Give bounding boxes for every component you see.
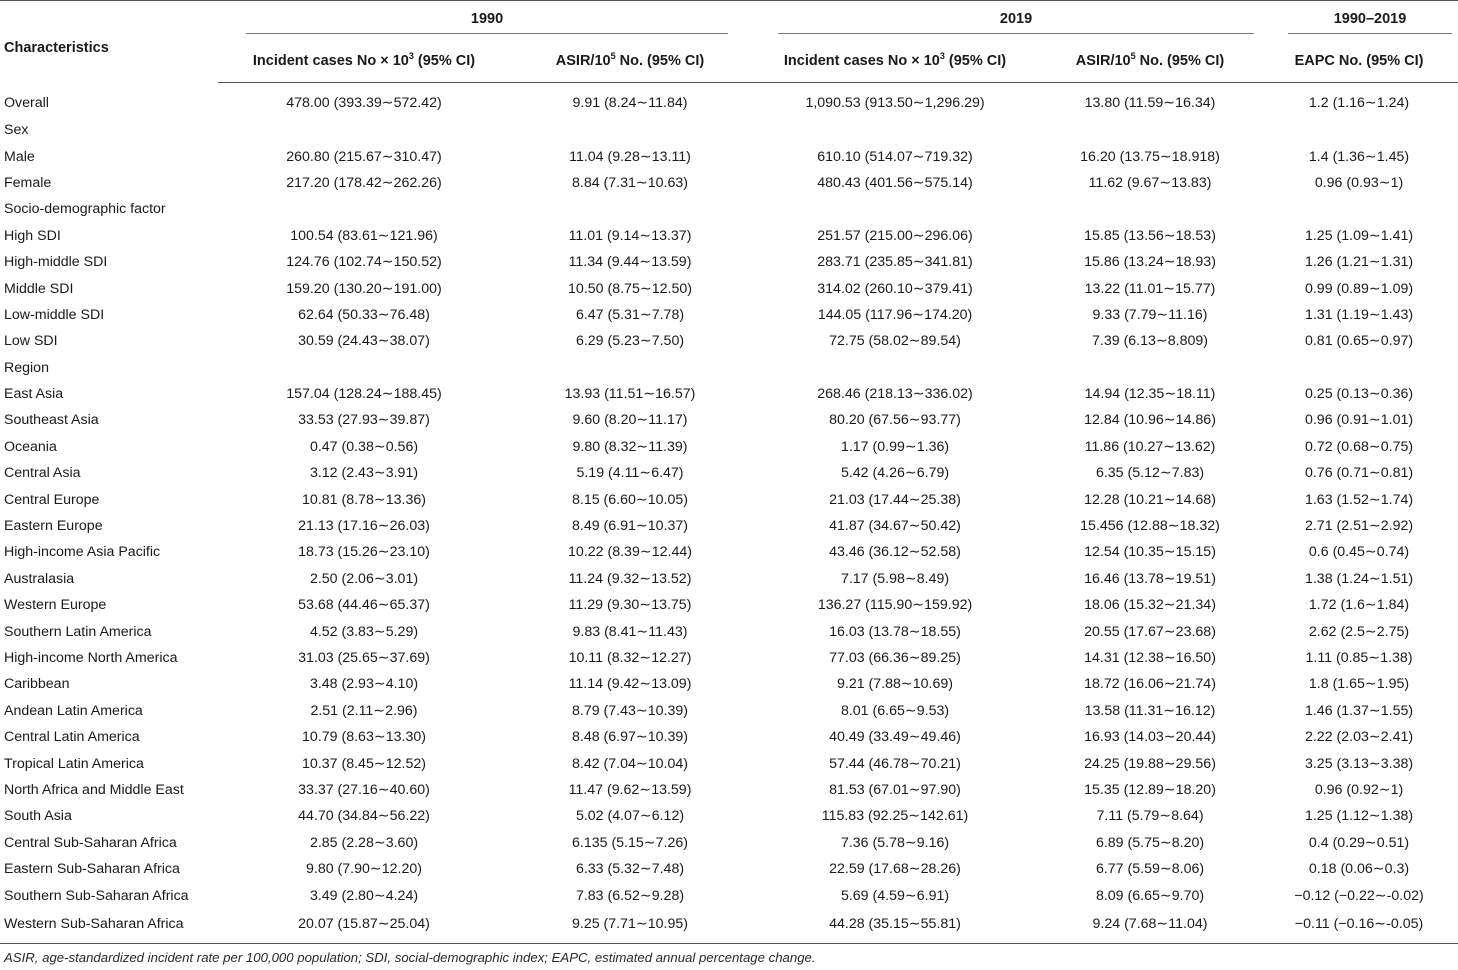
cell-eapc: 0.4 (0.29∼0.51) [1308, 834, 1410, 851]
cell-asir-2019: 9.24 (7.68∼11.04) [1040, 909, 1260, 944]
table-row [0, 777, 1458, 803]
header-period [1260, 1, 1458, 40]
cell-cases-2019: 1,090.53 (913.50∼1,296.29) [805, 95, 985, 111]
header-period-label: 1990–2019 [1288, 6, 1452, 34]
cell-asir-2019: 6.35 (5.12∼7.83) [1095, 465, 1205, 482]
cell-asir-2019: 15.35 (12.89∼18.20) [1084, 781, 1216, 798]
cell-cases-1990: 3.49 (2.80∼4.24) [309, 887, 419, 904]
cell-asir-2019: 7.39 (6.13∼8.809) [1092, 333, 1209, 350]
cell-cases-2019: 5.42 (4.26∼6.79) [840, 465, 950, 482]
cell-name: North Africa and Middle East [4, 781, 184, 798]
cell-asir-2019: 12.28 (10.21∼14.68) [1084, 491, 1216, 508]
table-row [0, 328, 1458, 354]
table-header [0, 1, 1458, 83]
cell-cases-2019: 7.36 (5.78∼9.16) [840, 834, 950, 851]
cell-cases-1990 [218, 196, 510, 222]
cell-cases-1990: 4.52 (3.83∼5.29) [309, 623, 419, 640]
cell-asir-2019: 13.58 (11.31∼16.12) [1084, 702, 1216, 719]
table-row [0, 460, 1458, 486]
cell-cases-2019: 72.75 (58.02∼89.54) [829, 333, 961, 350]
table-row [0, 486, 1458, 512]
cell-eapc: 0.99 (0.89∼1.09) [1304, 280, 1414, 297]
cell-cases-2019: 115.83 (92.25∼142.61) [821, 808, 969, 825]
cell-asir-2019: 11.62 (9.67∼13.83) [1088, 174, 1212, 191]
cell-eapc: 1.25 (1.12∼1.38) [1304, 808, 1414, 825]
cell-asir-1990: 5.02 (4.07∼6.12) [575, 808, 685, 825]
cell-cases-1990 [218, 117, 510, 143]
cell-cases-1990: 0.47 (0.38∼0.56) [309, 438, 419, 455]
cell-eapc: 1.4 (1.36∼1.45) [1308, 148, 1410, 165]
cell-cases-2019: 1.17 (0.99∼1.36) [840, 438, 950, 455]
cell-asir-2019: 11.86 (10.27∼13.62) [1084, 438, 1216, 455]
header-eapc: EAPC No. (95% CI) [1260, 39, 1458, 83]
cell-asir-1990: 10.22 (8.39∼12.44) [568, 544, 692, 561]
cell-asir-1990: 5.19 (4.11∼6.47) [576, 465, 684, 482]
asir-text: ASIR/10 [1075, 52, 1131, 69]
cell-name: Central Europe [4, 491, 100, 508]
header-asir-2019 [1040, 39, 1260, 83]
cell-cases-1990: 33.37 (27.16∼40.60) [298, 781, 430, 798]
cell-cases-1990: 62.64 (50.33∼76.48) [298, 306, 430, 323]
header-asir-1990 [510, 39, 750, 83]
cell-eapc: 1.72 (1.6∼1.84) [1308, 597, 1410, 614]
table-row [0, 856, 1458, 882]
cell-name: Overall [4, 94, 49, 111]
cell-asir-1990 [510, 117, 750, 143]
cell-asir-2019: 14.31 (12.38∼16.50) [1084, 650, 1216, 666]
cell-asir-1990: 11.14 (9.42∼13.09) [568, 676, 692, 693]
incident-cases-ci: (95% CI) [413, 52, 476, 69]
header-year-2019 [750, 1, 1260, 40]
table-row [0, 750, 1458, 776]
cell-cases-1990: 21.13 (17.16∼26.03) [298, 518, 430, 535]
cell-asir-2019: 15.456 (12.88∼18.32) [1080, 518, 1220, 535]
cell-asir-1990: 7.83 (6.52∼9.28) [575, 887, 685, 904]
cell-asir-2019: 15.86 (13.24∼18.93) [1084, 254, 1216, 271]
cell-asir-1990: 11.47 (9.62∼13.59) [568, 781, 692, 798]
table-row [0, 909, 1458, 944]
header-year-1990-label: 1990 [246, 6, 728, 34]
cell-name: High-income North America [4, 650, 178, 666]
table-row [0, 249, 1458, 275]
cell-name: Low SDI [4, 333, 58, 350]
cell-cases-2019: 8.01 (6.65∼9.53) [840, 702, 950, 719]
cell-name: Western Sub-Saharan Africa [0, 909, 218, 944]
cell-asir-2019 [1040, 117, 1260, 143]
cell-cases-2019: 610.10 (514.07∼719.32) [817, 148, 973, 165]
cell-asir-2019: 14.94 (12.35∼18.11) [1084, 386, 1216, 403]
cell-name: Middle SDI [4, 280, 74, 297]
cell-cases-1990: 30.59 (24.43∼38.07) [298, 333, 430, 350]
table-row [0, 434, 1458, 460]
table-row [0, 196, 1458, 222]
cell-cases-1990: 44.70 (34.84∼56.22) [298, 808, 430, 825]
cell-asir-1990: 8.84 (7.31∼10.63) [572, 174, 689, 191]
cell-name: Female [4, 174, 52, 191]
cell-name: Low-middle SDI [4, 306, 105, 323]
cell-cases-1990: 10.79 (8.63∼13.30) [302, 729, 426, 746]
incident-cases-exponent: 3 [408, 50, 414, 61]
cell-cases-1990: 10.81 (8.78∼13.36) [302, 491, 426, 508]
cell-asir-1990: 9.91 (8.24∼11.84) [572, 95, 688, 111]
table-row [0, 618, 1458, 644]
cell-asir-1990 [510, 196, 750, 222]
cell-asir-1990: 8.49 (6.91∼10.37) [572, 518, 689, 535]
cell-eapc: 0.81 (0.65∼0.97) [1304, 333, 1414, 350]
table-row [0, 671, 1458, 697]
cell-eapc: 2.71 (2.51∼2.92) [1304, 518, 1414, 535]
incident-cases-exponent: 3 [939, 50, 945, 61]
cell-cases-1990 [218, 355, 510, 381]
cell-cases-2019: 268.46 (218.13∼336.02) [817, 386, 973, 403]
cell-name: Socio-demographic factor [4, 201, 166, 218]
cell-cases-2019: 314.02 (260.10∼379.41) [817, 280, 973, 297]
table-row [0, 882, 1458, 908]
cell-name: High SDI [4, 227, 61, 244]
cell-eapc: 1.26 (1.21∼1.31) [1304, 254, 1414, 271]
cell-asir-2019: 20.55 (17.67∼23.68) [1084, 623, 1216, 640]
cell-asir-1990: 8.79 (7.43∼10.39) [572, 702, 689, 719]
cell-cases-1990: 157.04 (128.24∼188.45) [286, 386, 442, 403]
incident-cases-text: Incident cases No × 10 [252, 52, 409, 69]
cell-cases-2019: 43.46 (36.12∼52.58) [829, 544, 961, 561]
cell-name: Eastern Europe [4, 518, 103, 535]
cell-name: High-middle SDI [4, 254, 108, 271]
incident-cases-text: Incident cases No × 10 [783, 52, 940, 69]
table-row [0, 539, 1458, 565]
cell-asir-2019: 15.85 (13.56∼18.53) [1084, 227, 1216, 244]
table-row [0, 381, 1458, 407]
cell-name: Western Europe [4, 597, 107, 614]
cell-asir-2019: 16.20 (13.75∼18.918) [1080, 148, 1220, 165]
cell-cases-1990: 124.76 (102.74∼150.52) [286, 254, 442, 271]
cell-cases-1990: 2.85 (2.28∼3.60) [309, 834, 419, 851]
header-row-years [0, 1, 1458, 40]
table-footnote: ASIR, age-standardized incident rate per 100,000 population; SDI, social-demographic index; EAPC, estimated annual percentage change. [4, 950, 816, 965]
header-characteristics: Characteristics [4, 39, 109, 56]
header-year-1990 [218, 1, 750, 40]
cell-asir-1990 [510, 355, 750, 381]
header-year-2019-label: 2019 [778, 6, 1254, 34]
cell-eapc: 0.96 (0.93∼1) [1314, 174, 1404, 191]
cell-asir-1990: 6.47 (5.31∼7.78) [575, 306, 685, 323]
cell-eapc: −0.11 (−0.16∼-0.05) [1260, 909, 1458, 944]
cell-name: Eastern Sub-Saharan Africa [4, 861, 180, 878]
cell-asir-1990: 9.83 (8.41∼11.43) [572, 623, 688, 640]
cell-cases-1990: 53.68 (44.46∼65.37) [298, 597, 430, 614]
cell-cases-1990: 33.53 (27.93∼39.87) [298, 412, 430, 429]
cell-eapc [1260, 196, 1458, 222]
table-row [0, 830, 1458, 856]
cell-cases-1990: 2.50 (2.06∼3.01) [309, 570, 419, 587]
cell-asir-1990: 9.60 (8.20∼11.17) [572, 412, 688, 429]
cell-asir-2019: 9.33 (7.79∼11.16) [1092, 306, 1208, 323]
cell-cases-2019: 22.59 (17.68∼28.26) [829, 861, 961, 878]
cell-cases-2019: 251.57 (215.00∼296.06) [817, 227, 973, 244]
cell-eapc [1260, 355, 1458, 381]
cell-eapc: 0.18 (0.06∼0.3) [1308, 861, 1410, 878]
cell-asir-2019: 6.89 (5.75∼8.20) [1095, 834, 1205, 851]
cell-cases-2019: 16.03 (13.78∼18.55) [829, 623, 961, 640]
cell-cases-2019: 40.49 (33.49∼49.46) [829, 729, 961, 746]
cell-asir-2019: 16.93 (14.03∼20.44) [1084, 729, 1216, 746]
table-row [0, 83, 1458, 118]
cell-eapc [1260, 117, 1458, 143]
table-row [0, 407, 1458, 433]
table-row [0, 803, 1458, 829]
cell-asir-1990: 9.80 (8.32∼11.39) [572, 438, 688, 455]
cell-asir-1990: 8.42 (7.04∼10.04) [572, 755, 689, 772]
asir-ci: No. (95% CI) [1135, 52, 1225, 69]
cell-name: South Asia [4, 808, 72, 825]
table-row [0, 223, 1458, 249]
cell-name: Southern Latin America [4, 623, 152, 640]
cell-cases-2019: 77.03 (66.36∼89.25) [829, 650, 961, 666]
cell-asir-1990: 11.01 (9.14∼13.37) [568, 227, 692, 244]
cell-cases-1990: 18.73 (15.26∼23.10) [298, 544, 430, 561]
table-body [0, 83, 1458, 944]
cell-asir-1990: 6.33 (5.32∼7.48) [575, 861, 685, 878]
table-row [0, 724, 1458, 750]
table-row [0, 143, 1458, 169]
cell-cases-2019: 57.44 (46.78∼70.21) [829, 755, 961, 772]
cell-cases-1990: 3.12 (2.43∼3.91) [309, 465, 419, 482]
cell-asir-2019: 7.11 (5.79∼8.64) [1096, 808, 1204, 825]
cell-eapc: 1.38 (1.24∼1.51) [1304, 570, 1414, 587]
cell-name: Central Latin America [4, 729, 140, 746]
cell-cases-1990: 20.07 (15.87∼25.04) [218, 909, 510, 944]
cell-asir-1990: 11.29 (9.30∼13.75) [568, 597, 692, 614]
table-row [0, 355, 1458, 381]
cell-name: Male [4, 148, 35, 165]
cell-eapc: −0.12 (−0.22∼-0.02) [1294, 887, 1424, 904]
cell-asir-2019: 16.46 (13.78∼19.51) [1084, 570, 1216, 587]
incident-cases-ci: (95% CI) [944, 52, 1007, 69]
cell-eapc: 2.22 (2.03∼2.41) [1304, 729, 1414, 746]
table-row [0, 566, 1458, 592]
cell-eapc: 0.25 (0.13∼0.36) [1304, 386, 1414, 403]
cell-asir-2019: 8.09 (6.65∼9.70) [1095, 887, 1205, 904]
cell-asir-1990: 9.25 (7.71∼10.95) [510, 909, 750, 944]
cell-asir-2019: 18.72 (16.06∼21.74) [1084, 676, 1216, 693]
asir-exponent: 5 [610, 50, 616, 61]
cell-asir-2019 [1040, 196, 1260, 222]
cell-cases-2019: 44.28 (35.15∼55.81) [750, 909, 1040, 944]
cell-asir-1990: 6.29 (5.23∼7.50) [575, 333, 685, 350]
cell-cases-2019 [750, 196, 1040, 222]
cell-name: Caribbean [4, 676, 70, 693]
cell-eapc: 1.46 (1.37∼1.55) [1304, 702, 1414, 719]
header-incident-cases-1990 [218, 39, 510, 83]
cell-cases-1990: 3.48 (2.93∼4.10) [309, 676, 419, 693]
cell-asir-1990: 11.34 (9.44∼13.59) [568, 254, 692, 271]
cell-asir-1990: 13.93 (11.51∼16.57) [564, 386, 696, 403]
table-row [0, 275, 1458, 301]
cell-cases-2019: 9.21 (7.88∼10.69) [837, 676, 954, 693]
cell-asir-2019 [1040, 355, 1260, 381]
cell-asir-2019: 24.25 (19.88∼29.56) [1084, 755, 1216, 772]
cell-cases-2019: 5.69 (4.59∼6.91) [840, 887, 950, 904]
header-incident-cases-2019 [750, 39, 1040, 83]
cell-asir-2019: 18.06 (15.32∼21.34) [1084, 597, 1216, 614]
cell-asir-1990: 8.48 (6.97∼10.39) [572, 729, 689, 746]
cell-eapc: 0.6 (0.45∼0.74) [1308, 544, 1410, 561]
cell-cases-1990: 260.80 (215.67∼310.47) [286, 148, 442, 165]
cell-name: Southern Sub-Saharan Africa [4, 887, 189, 904]
cell-asir-1990: 10.11 (8.32∼12.27) [568, 650, 692, 666]
cell-asir-2019: 6.77 (5.59∼8.06) [1095, 861, 1205, 878]
table-row [0, 698, 1458, 724]
cell-cases-2019: 283.71 (235.85∼341.81) [817, 254, 973, 271]
cell-eapc: 1.25 (1.09∼1.41) [1304, 227, 1414, 244]
table-row [0, 513, 1458, 539]
cell-eapc: 1.11 (0.85∼1.38) [1305, 650, 1413, 666]
cell-cases-1990: 478.00 (393.39∼572.42) [286, 95, 442, 111]
cell-eapc: 1.8 (1.65∼1.95) [1308, 676, 1410, 693]
cell-eapc: 0.76 (0.71∼0.81) [1304, 465, 1414, 482]
table-row [0, 645, 1458, 671]
cell-cases-2019: 81.53 (67.01∼97.90) [829, 781, 961, 798]
cell-asir-2019: 13.80 (11.59∼16.34) [1084, 95, 1216, 111]
cell-eapc: 1.31 (1.19∼1.43) [1304, 306, 1414, 323]
cell-cases-2019: 80.20 (67.56∼93.77) [829, 412, 961, 429]
cell-cases-1990: 159.20 (130.20∼191.00) [286, 280, 442, 297]
cell-name: Central Sub-Saharan Africa [4, 834, 177, 851]
cell-eapc: 1.63 (1.52∼1.74) [1304, 491, 1414, 508]
cell-name: Andean Latin America [4, 702, 143, 719]
table-row [0, 592, 1458, 618]
cell-name: Tropical Latin America [4, 755, 144, 772]
cell-cases-2019 [750, 355, 1040, 381]
cell-cases-2019: 144.05 (117.96∼174.20) [817, 306, 973, 323]
cell-cases-1990: 9.80 (7.90∼12.20) [305, 861, 422, 878]
cell-eapc: 1.2 (1.16∼1.24) [1308, 95, 1410, 111]
cell-name: Australasia [4, 570, 75, 587]
cell-cases-2019: 41.87 (34.67∼50.42) [829, 518, 961, 535]
cell-asir-1990: 10.50 (8.75∼12.50) [568, 280, 692, 297]
cell-asir-1990: 11.24 (9.32∼13.52) [568, 570, 692, 587]
cell-eapc: 0.96 (0.91∼1.01) [1304, 412, 1414, 429]
cell-asir-1990: 11.04 (9.28∼13.11) [569, 148, 691, 165]
cell-name: High-income Asia Pacific [4, 544, 161, 561]
cell-name: Region [4, 359, 49, 376]
asir-exponent: 5 [1130, 50, 1136, 61]
cell-cases-1990: 217.20 (178.42∼262.26) [286, 174, 442, 191]
cell-eapc: 2.62 (2.5∼2.75) [1308, 623, 1410, 640]
cell-eapc: 3.25 (3.13∼3.38) [1304, 755, 1414, 772]
cell-asir-1990: 8.15 (6.60∼10.05) [572, 491, 689, 508]
cell-cases-1990: 31.03 (25.65∼37.69) [298, 650, 430, 666]
cell-name: Central Asia [4, 465, 81, 482]
cell-name: Sex [4, 122, 29, 139]
header-row-columns [0, 39, 1458, 83]
cell-asir-2019: 13.22 (11.01∼15.77) [1084, 280, 1216, 297]
cell-name: Southeast Asia [4, 412, 99, 429]
cell-asir-2019: 12.84 (10.96∼14.86) [1084, 412, 1216, 429]
cell-cases-2019: 136.27 (115.90∼159.92) [817, 597, 973, 614]
cell-cases-1990: 10.37 (8.45∼12.52) [302, 755, 426, 772]
cell-asir-2019: 12.54 (10.35∼15.15) [1084, 544, 1216, 561]
cell-eapc: 0.72 (0.68∼0.75) [1304, 438, 1414, 455]
cell-cases-2019: 7.17 (5.98∼8.49) [840, 570, 950, 587]
cell-cases-2019: 21.03 (17.44∼25.38) [829, 491, 961, 508]
cell-eapc: 0.96 (0.92∼1) [1314, 781, 1404, 798]
cell-cases-1990: 100.54 (83.61∼121.96) [290, 227, 438, 244]
table-row [0, 170, 1458, 196]
asir-ci: No. (95% CI) [615, 52, 705, 69]
asir-text: ASIR/10 [555, 52, 611, 69]
table-row [0, 302, 1458, 328]
table-row [0, 117, 1458, 143]
cell-cases-2019: 480.43 (401.56∼575.14) [817, 174, 973, 191]
cell-name: East Asia [4, 386, 64, 403]
cell-name: Oceania [4, 438, 57, 455]
cell-cases-2019 [750, 117, 1040, 143]
cell-cases-1990: 2.51 (2.11∼2.96) [310, 702, 418, 719]
cell-asir-1990: 6.135 (5.15∼7.26) [572, 834, 689, 851]
